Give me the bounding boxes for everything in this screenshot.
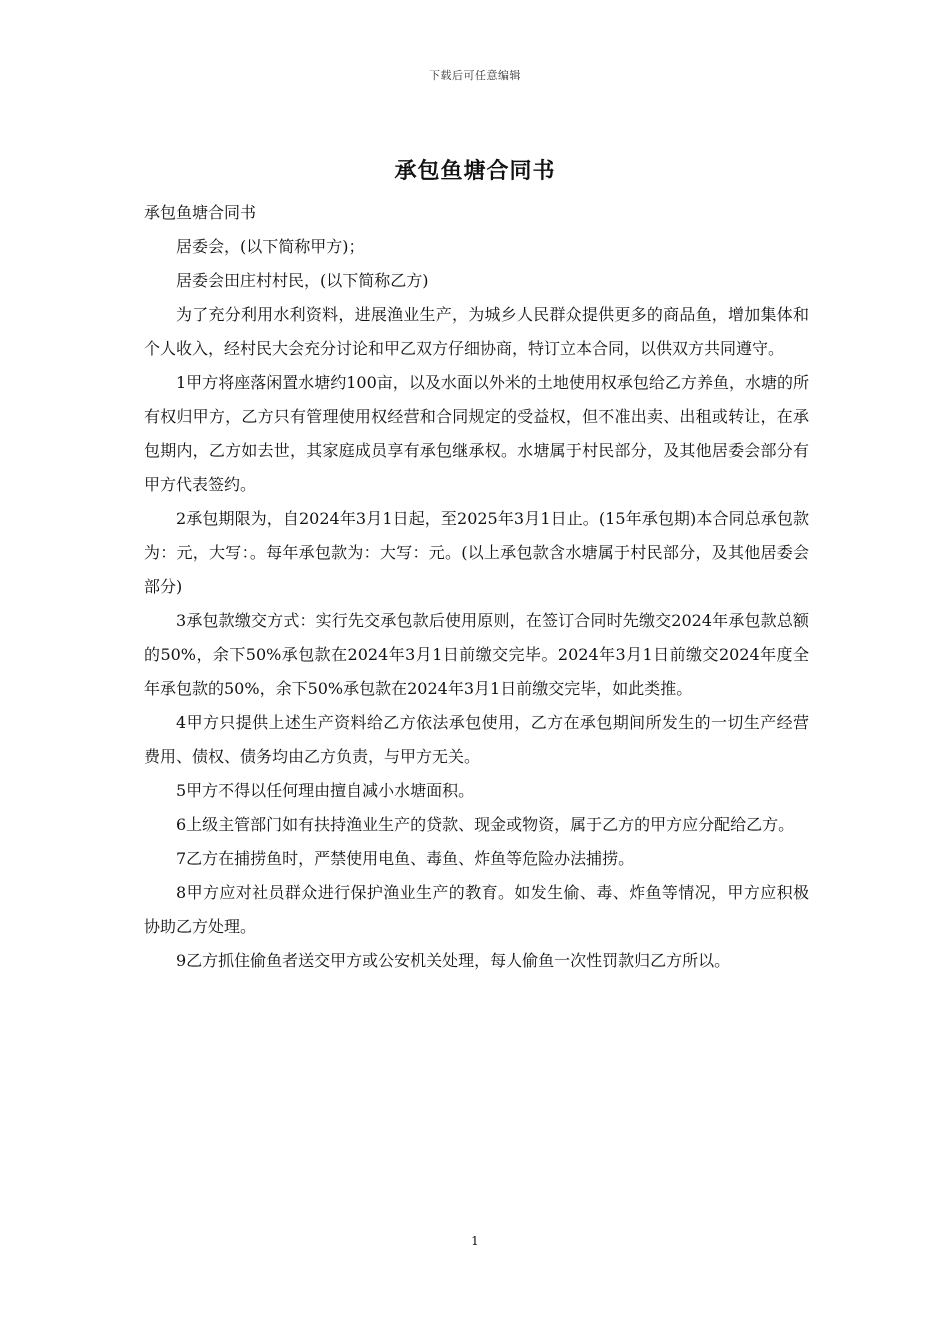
clause-3: 3承包款缴交方式：实行先交承包款后使用原则，在签订合同时先缴交2024年承包款总额的50%，余下50%承包款在2024年3月1日前缴交完毕。2024年3月1日前缴交2024年度全年承包款的50%，余下50%承包款在2024年3月1日前缴交完毕，如此类推。 bbox=[144, 611, 809, 698]
clause-5: 5甲方不得以任何理由擅自减小水塘面积。 bbox=[176, 781, 475, 800]
clause-8: 8甲方应对社员群众进行保护渔业生产的教育。如发生偷、毒、炸鱼等情况，甲方应积极协助乙方处理。 bbox=[144, 883, 809, 936]
header-note: 下载后可任意编辑 bbox=[429, 69, 521, 82]
clause-9: 9乙方抓住偷鱼者送交甲方或公安机关处理，每人偷鱼一次性罚款归乙方所以。 bbox=[176, 951, 731, 970]
clause-1: 1甲方将座落闲置水塘约100亩，以及水面以外米的土地使用权承包给乙方养鱼，水塘的所有权归甲方，乙方只有管理使用权经营和合同规定的受益权，但不准出卖、出租或转让，在承包期内，乙方如去世，其家庭成员享有承包继承权。水塘属于村民部分，及其他居委会部分有甲方代表签约。 bbox=[144, 373, 809, 494]
clause-4: 4甲方只提供上述生产资料给乙方依法承包使用，乙方在承包期间所发生的一切生产经营费用、债权、债务均由乙方负责，与甲方无关。 bbox=[144, 713, 809, 766]
paragraph-preamble: 为了充分利用水利资料，进展渔业生产，为城乡人民群众提供更多的商品鱼，增加集体和个人收入，经村民大会充分讨论和甲乙双方仔细协商，特订立本合同，以供双方共同遵守。 bbox=[144, 305, 809, 358]
page-number: 1 bbox=[471, 1234, 479, 1248]
clause-6: 6上级主管部门如有扶持渔业生产的贷款、现金或物资，属于乙方的甲方应分配给乙方。 bbox=[176, 815, 795, 834]
paragraph-subtitle: 承包鱼塘合同书 bbox=[144, 203, 257, 222]
document-body bbox=[144, 196, 809, 978]
clause-2: 2承包期限为，自2024年3月1日起，至2025年3月1日止。(15年承包期)本合同总承包款为：元，大写：。每年承包款为：大写：元。(以上承包款含水塘属于村民部分，及其他居委会部分) bbox=[144, 509, 809, 596]
paragraph-party-a: 居委会，(以下简称甲方)； bbox=[176, 237, 365, 256]
clause-7: 7乙方在捕捞鱼时，严禁使用电鱼、毒鱼、炸鱼等危险办法捕捞。 bbox=[176, 849, 635, 868]
document-title: 承包鱼塘合同书 bbox=[394, 158, 556, 184]
paragraph-party-b: 居委会田庄村村民，(以下简称乙方) bbox=[176, 271, 429, 290]
